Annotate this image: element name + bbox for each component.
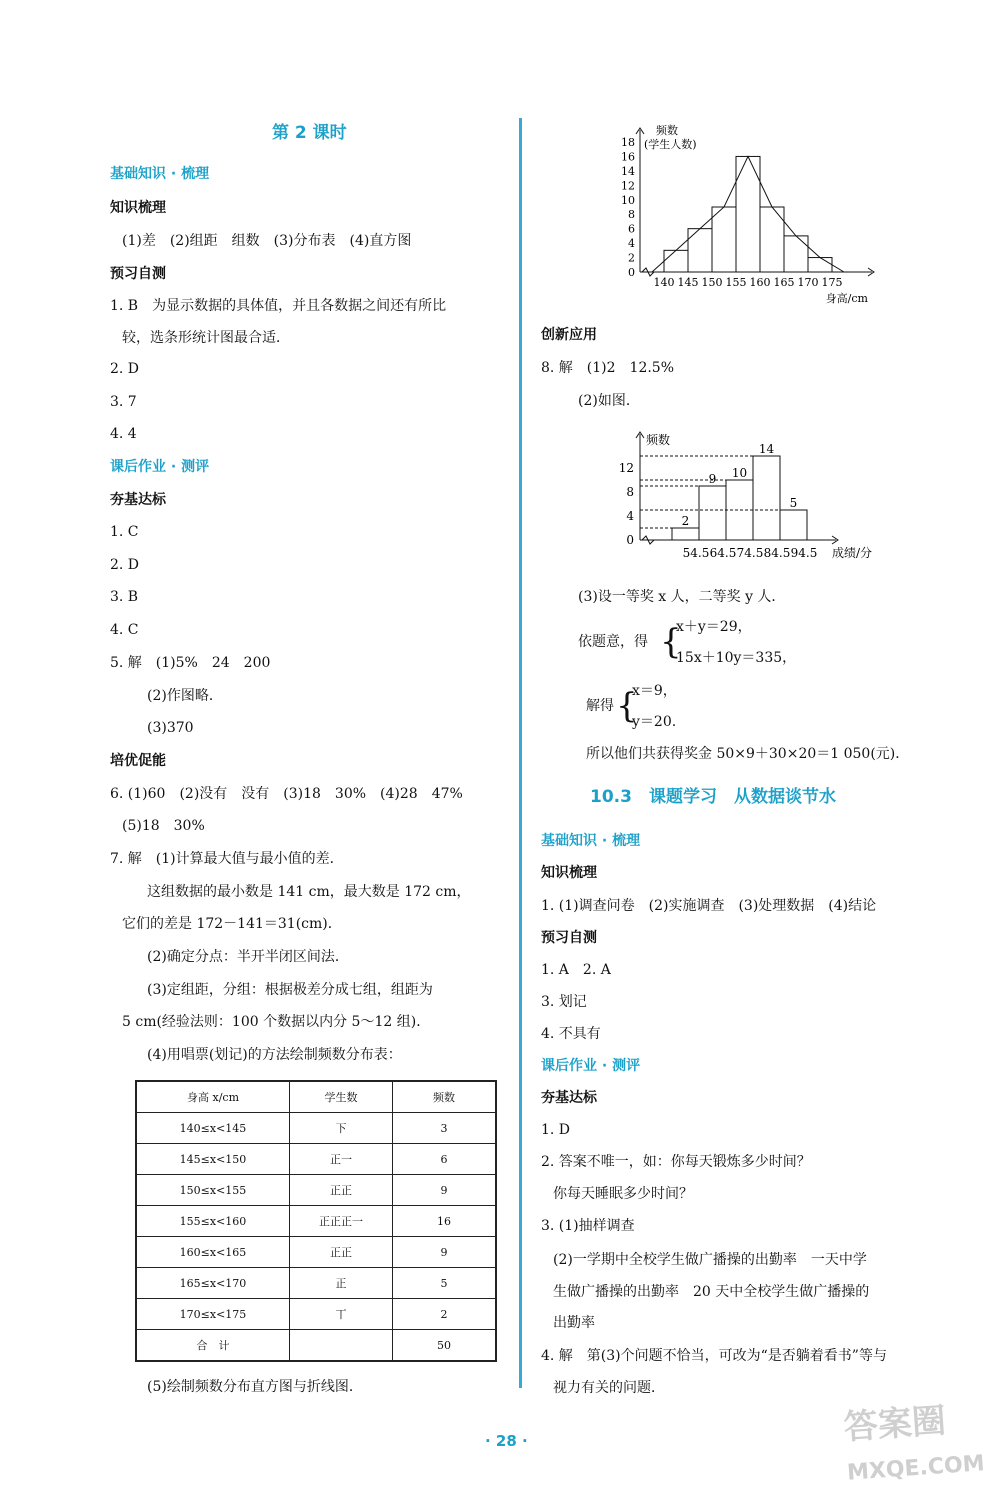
hw-6: 6. (1)60 (2)没有 没有 (3)18 30% (4)28 47% — [110, 786, 463, 802]
x-tick-label: 175 — [821, 276, 843, 289]
data-label: 9 — [708, 472, 717, 486]
frequency-table — [135, 1080, 497, 1362]
y-tick-label: 0 — [628, 266, 635, 279]
ans-8-b: (2)如图． — [578, 393, 640, 409]
hw-7-c: 它们的差是 172－141＝31(cm)． — [122, 916, 342, 932]
lesson-title: 第 2 课时 — [272, 123, 347, 143]
brace-icon: { — [660, 622, 682, 662]
c-ans-3-c: 生做广播操的出勤率 20 天中全校学生做广播操的 — [553, 1284, 870, 1300]
histogram-bar — [753, 456, 780, 540]
answer-3: 3. 7 — [110, 394, 137, 410]
sol-2: y＝20. — [632, 714, 677, 730]
hw-7-f: 5 cm(经验法则：100 个数据以内分 5～12 组)． — [122, 1014, 431, 1030]
data-label: 14 — [758, 442, 775, 456]
answer-4: 4. 4 — [110, 426, 137, 442]
section-homework-2: 课后作业 · 测评 — [541, 1058, 641, 1074]
ans-8-f: 所以他们共获得奖金 50×9＋30×20＝1 050(元)． — [586, 746, 910, 762]
histogram-bar — [664, 250, 688, 272]
histogram-bar — [688, 229, 712, 272]
r-ans-4: 4. 不具有 — [541, 1026, 601, 1042]
x-tick-label: 145 — [677, 276, 699, 289]
table-header: 身高 x/cm — [136, 1081, 290, 1113]
hw-7-d: (2)确定分点：半开半闭区间法． — [147, 949, 349, 965]
c-ans-3-d: 出勤率 — [553, 1315, 595, 1331]
subhead-advanced: 培优促能 — [110, 753, 166, 769]
eq-1: x＋y＝29， — [676, 619, 752, 635]
x-tick-label: 84.5 — [763, 546, 791, 560]
data-label: 2 — [681, 514, 690, 528]
hw-5: 5. 解 (1)5% 24 200 — [110, 655, 271, 671]
c-ans-3-b: (2)一学期中全校学生做广播操的出勤率 一天中学 — [553, 1252, 867, 1268]
data-label: 5 — [789, 496, 798, 510]
brace-icon: { — [616, 686, 638, 726]
hw-7-h: (5)绘制频数分布直方图与折线图． — [147, 1379, 363, 1395]
ans-8-d: 依题意，得 — [578, 634, 648, 650]
y-tick-label: 12 — [618, 461, 634, 475]
r-ans-2: 1. A 2. A — [541, 962, 611, 978]
x-tick-label: 74.5 — [736, 546, 764, 560]
answer-1-cont: 较，选条形统计图最合适． — [122, 330, 290, 346]
r-ans-1: 1. (1)调查问卷 (2)实施调查 (3)处理数据 (4)结论 — [541, 898, 877, 914]
y-tick-label: 2 — [628, 251, 635, 265]
subhead-knowledge: 知识梳理 — [110, 200, 166, 216]
x-tick-label: 170 — [797, 276, 819, 289]
y-tick-label: 8 — [626, 485, 634, 499]
y-tick-label: 12 — [621, 179, 635, 193]
subhead-innovate: 创新应用 — [541, 327, 597, 343]
c-ans-2-b: 你每天睡眠多少时间？ — [553, 1186, 693, 1202]
hw-7: 7. 解 (1)计算最大值与最小值的差． — [110, 851, 344, 867]
hw-1: 1. C — [110, 524, 139, 540]
c-ans-3: 3. (1)抽样调查 — [541, 1218, 635, 1234]
c-ans-1: 1. D — [541, 1122, 571, 1138]
hw-4: 4. C — [110, 622, 139, 638]
knowledge-text: (1)差 (2)组距 组数 (3)分布表 (4)直方图 — [122, 233, 412, 249]
hw-3: 3. B — [110, 589, 139, 605]
hw-5-c: (3)370 — [147, 720, 194, 736]
hw-2: 2. D — [110, 557, 140, 573]
y-axis-label: (学生人数) — [644, 138, 697, 151]
subhead-preview-2: 预习自测 — [541, 930, 597, 946]
histogram-bar — [780, 510, 807, 540]
watermark-logo: 答案圈 MXQE.COM — [842, 1400, 986, 1486]
sol-1: x＝9， — [632, 683, 677, 699]
table-row: 150≤x<155 正正 9 — [136, 1175, 496, 1206]
ans-8: 8. 解 (1)2 12.5% — [541, 360, 675, 376]
r-ans-3: 3. 划记 — [541, 994, 587, 1010]
eq-2: 15x＋10y＝335， — [676, 650, 797, 666]
y-axis-label: 频数 — [646, 433, 671, 447]
ans-8-c: (3)设一等奖 x 人，二等奖 y 人． — [578, 589, 786, 605]
x-tick-label: 140 — [653, 276, 675, 289]
histogram-bar — [808, 258, 832, 272]
y-tick-label: 4 — [626, 509, 634, 523]
section-basic-2: 基础知识 · 梳理 — [541, 833, 641, 849]
histogram-bar — [784, 236, 808, 272]
table-row: 165≤x<170 正 5 — [136, 1268, 496, 1299]
x-axis-label: 成绩/分 — [832, 546, 873, 560]
table-row: 145≤x<150 正一 6 — [136, 1144, 496, 1175]
chapter-title: 10.3 课题学习 从数据谈节水 — [590, 787, 836, 807]
x-tick-label: 160 — [749, 276, 771, 289]
table-row: 160≤x<165 正正 9 — [136, 1237, 496, 1268]
data-label: 10 — [731, 466, 748, 480]
y-tick-label: 6 — [628, 222, 635, 236]
x-tick-label: 150 — [701, 276, 723, 289]
x-tick-label: 64.5 — [709, 546, 737, 560]
table-header: 学生数 — [290, 1081, 393, 1113]
histogram-bar — [699, 486, 726, 540]
x-tick-label: 155 — [725, 276, 747, 289]
x-tick-label: 94.5 — [790, 546, 818, 560]
answer-2: 2. D — [110, 361, 140, 377]
y-axis-label: 频数 — [656, 124, 678, 137]
section-basic: 基础知识 · 梳理 — [110, 166, 210, 182]
hw-7-e: (3)定组距，分组：根据极差分成七组，组距为 — [147, 982, 433, 998]
c-ans-4-b: 视力有关的问题． — [553, 1380, 665, 1396]
answer-1: 1. B 为显示数据的具体值，并且各数据之间还有所比 — [110, 298, 447, 314]
x-axis-label: 身高/cm — [825, 292, 868, 305]
subhead-knowledge-2: 知识梳理 — [541, 865, 597, 881]
subhead-basic: 夯基达标 — [110, 492, 166, 508]
x-tick-label: 165 — [773, 276, 795, 289]
y-tick-label: 10 — [621, 193, 635, 207]
y-tick-label: 16 — [621, 150, 635, 164]
ans-8-e: 解得 — [586, 698, 614, 714]
score-histogram-chart — [610, 428, 910, 578]
hw-5-b: (2)作图略． — [147, 688, 223, 704]
y-tick-label: 14 — [621, 164, 635, 178]
table-row: 155≤x<160 正正正一 16 — [136, 1206, 496, 1237]
y-tick-label: 4 — [628, 237, 635, 251]
hw-7-b: 这组数据的最小数是 141 cm，最大数是 172 cm， — [147, 884, 471, 900]
height-histogram-chart — [610, 122, 880, 312]
y-tick-label: 0 — [626, 533, 634, 547]
table-total-row: 合 计 50 — [136, 1330, 496, 1362]
page-number: · 28 · — [485, 1432, 528, 1450]
hw-6-b: (5)18 30% — [122, 818, 205, 834]
subhead-basic-2: 夯基达标 — [541, 1090, 597, 1106]
table-row: 170≤x<175 丅 2 — [136, 1299, 496, 1330]
y-tick-label: 18 — [621, 136, 635, 149]
table-header: 频数 — [393, 1081, 497, 1113]
table-row: 140≤x<145 下 3 — [136, 1113, 496, 1144]
hw-7-g: (4)用唱票(划记)的方法绘制频数分布表： — [147, 1047, 402, 1063]
column-divider — [519, 118, 522, 1388]
y-tick-label: 8 — [628, 208, 635, 222]
histogram-bar — [712, 207, 736, 272]
c-ans-4: 4. 解 第(3)个问题不恰当，可改为“是否躺着看书”等与 — [541, 1348, 887, 1364]
histogram-bar — [672, 528, 699, 540]
x-tick-label: 54.5 — [682, 546, 710, 560]
subhead-preview: 预习自测 — [110, 266, 166, 282]
c-ans-2: 2. 答案不唯一，如：你每天锻炼多少时间？ — [541, 1154, 811, 1170]
section-homework: 课后作业 · 测评 — [110, 459, 210, 475]
